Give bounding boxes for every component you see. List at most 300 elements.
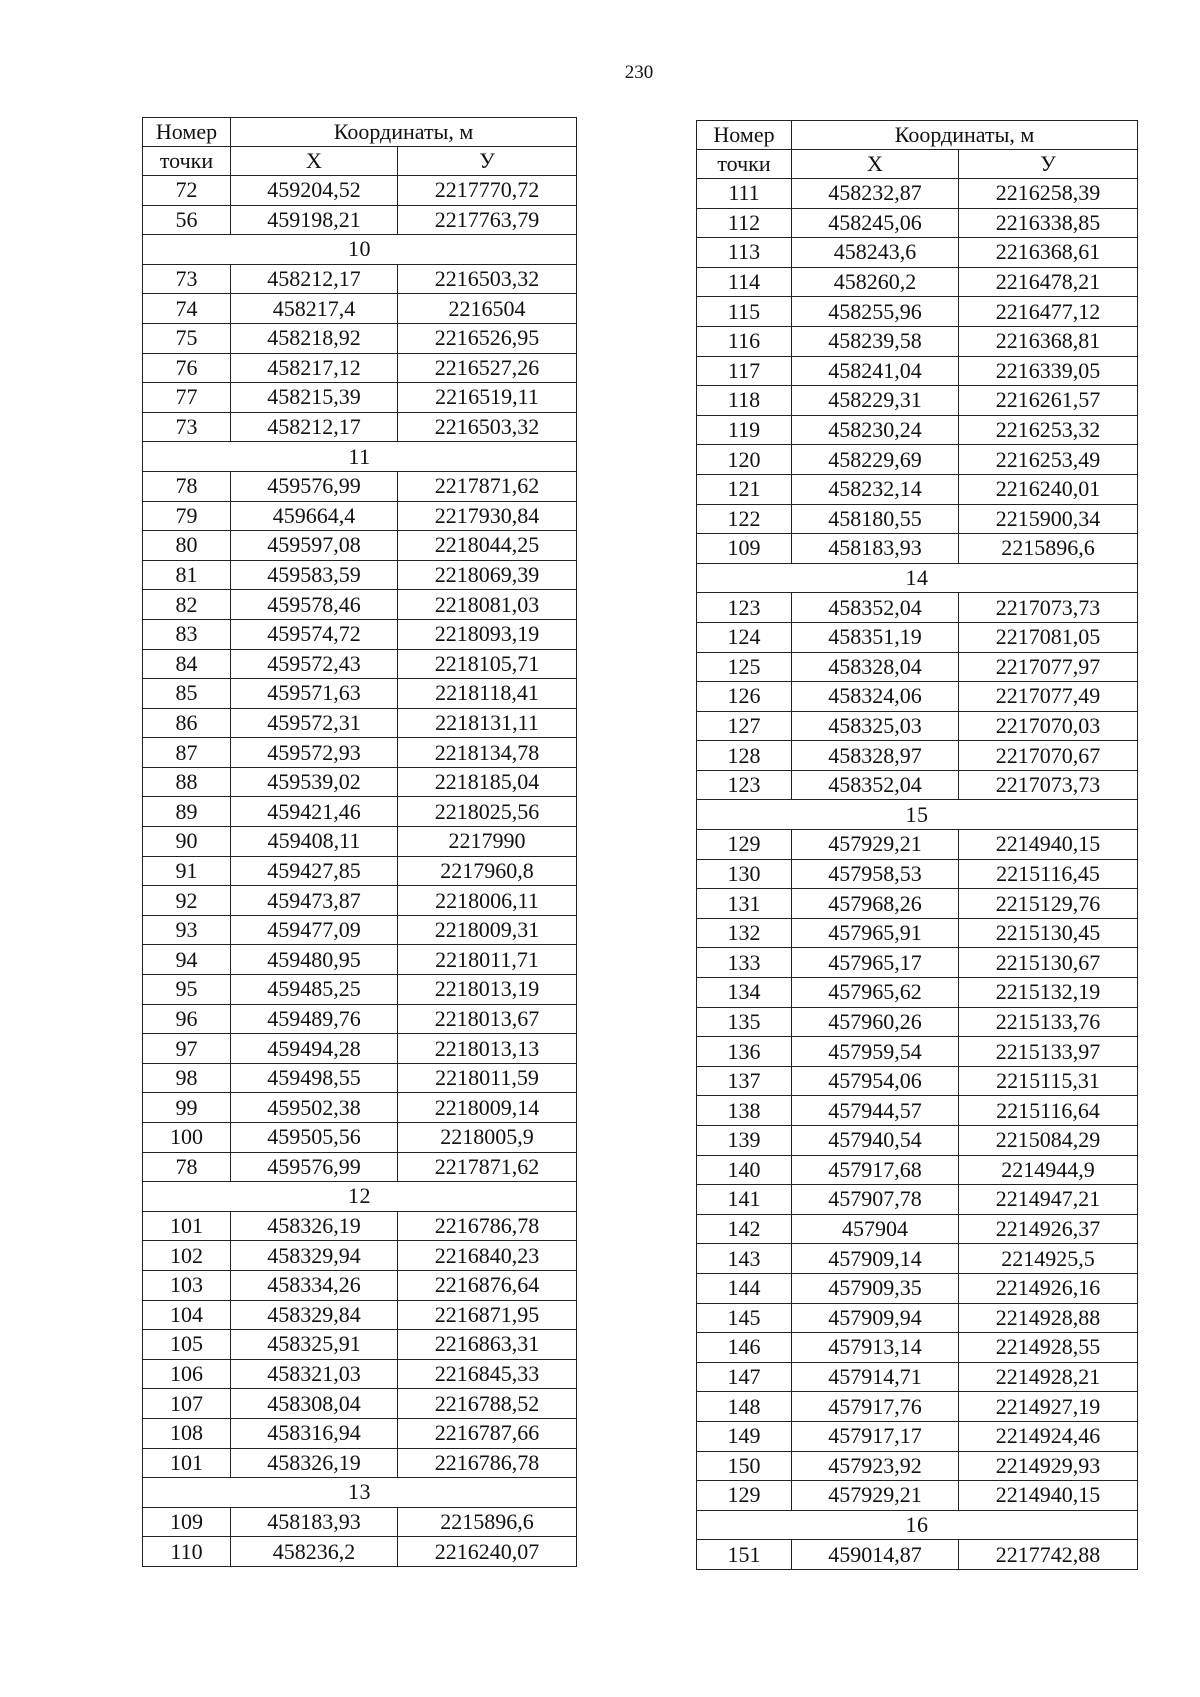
- point-number: 112: [697, 208, 792, 238]
- section-row: [143, 235, 577, 265]
- coordinate-x: 458229,69: [792, 445, 959, 475]
- point-number: 135: [697, 1007, 792, 1037]
- table-row: [143, 1330, 577, 1360]
- table-row: [697, 326, 1138, 356]
- coordinate-y: 2217960,8: [398, 856, 577, 886]
- coordinate-y: 2214928,88: [959, 1303, 1138, 1333]
- coordinate-y: 2217073,73: [959, 770, 1138, 800]
- coordinate-y: 2214926,37: [959, 1214, 1138, 1244]
- coordinate-x: 458243,6: [792, 238, 959, 268]
- table-row: [143, 797, 577, 827]
- table-row: [697, 1421, 1138, 1451]
- coordinate-x: 459572,31: [231, 708, 398, 738]
- point-number: 104: [143, 1300, 231, 1330]
- point-number: 93: [143, 915, 231, 945]
- table-row: [697, 741, 1138, 771]
- coordinate-y: 2216786,78: [398, 1448, 577, 1478]
- point-number: 118: [697, 386, 792, 416]
- table-row: [143, 1448, 577, 1478]
- coordinate-x: 459014,87: [792, 1540, 959, 1570]
- point-number: 141: [697, 1185, 792, 1215]
- coordinate-x: 457917,76: [792, 1392, 959, 1422]
- point-number: 109: [697, 534, 792, 564]
- point-number: 119: [697, 415, 792, 445]
- table-row: [697, 711, 1138, 741]
- coordinate-x: 459572,93: [231, 738, 398, 768]
- table-row: [697, 179, 1138, 209]
- coordinate-y: 2217070,03: [959, 711, 1138, 741]
- coordinate-x: 457929,21: [792, 1481, 959, 1511]
- point-number: 143: [697, 1244, 792, 1274]
- coordinate-x: 458217,12: [231, 353, 398, 383]
- coordinate-y: 2215130,67: [959, 948, 1138, 978]
- coordinate-x: 459489,76: [231, 1004, 398, 1034]
- point-number: 106: [143, 1359, 231, 1389]
- coordinate-x: 458183,93: [792, 534, 959, 564]
- point-number: 85: [143, 679, 231, 709]
- coordinate-y: 2216338,85: [959, 208, 1138, 238]
- header-coordinates: Координаты, м: [792, 121, 1138, 150]
- table-row: [697, 830, 1138, 860]
- coordinate-y: 2216876,64: [398, 1270, 577, 1300]
- table-row: [143, 353, 577, 383]
- coordinate-y: 2218006,11: [398, 886, 577, 916]
- table-row: [697, 238, 1138, 268]
- point-number: 103: [143, 1270, 231, 1300]
- coordinate-x: 459664,4: [231, 501, 398, 531]
- point-number: 147: [697, 1362, 792, 1392]
- coordinate-x: 458321,03: [231, 1359, 398, 1389]
- table-row: [143, 501, 577, 531]
- coordinate-y: 2217871,62: [398, 1152, 577, 1182]
- coordinate-y: 2218025,56: [398, 797, 577, 827]
- coordinate-y: 2218005,9: [398, 1123, 577, 1153]
- point-number: 115: [697, 297, 792, 327]
- coordinate-y: 2215116,45: [959, 859, 1138, 889]
- point-number: 83: [143, 619, 231, 649]
- coordinate-y: 2216786,78: [398, 1211, 577, 1241]
- coordinate-x: 458236,2: [231, 1537, 398, 1567]
- coordinate-x: 459505,56: [231, 1123, 398, 1153]
- table-row: [143, 1093, 577, 1123]
- coordinate-x: 458351,19: [792, 622, 959, 652]
- coordinate-y: 2218011,59: [398, 1063, 577, 1093]
- coordinate-x: 459572,43: [231, 649, 398, 679]
- coordinate-y: 2215133,97: [959, 1037, 1138, 1067]
- coordinate-y: 2216261,57: [959, 386, 1138, 416]
- coordinate-y: 2214940,15: [959, 830, 1138, 860]
- section-number: 13: [143, 1478, 577, 1508]
- coordinate-y: 2217930,84: [398, 501, 577, 531]
- point-number: 148: [697, 1392, 792, 1422]
- coordinate-y: 2218134,78: [398, 738, 577, 768]
- coordinate-y: 2218105,71: [398, 649, 577, 679]
- point-number: 87: [143, 738, 231, 768]
- section-number: 14: [697, 563, 1138, 593]
- coordinate-x: 458255,96: [792, 297, 959, 327]
- coordinate-x: 458215,39: [231, 383, 398, 413]
- point-number: 117: [697, 356, 792, 386]
- coordinate-y: 2216253,32: [959, 415, 1138, 445]
- table-row: [697, 1333, 1138, 1363]
- coordinate-y: 2216240,01: [959, 474, 1138, 504]
- coordinate-y: 2218013,19: [398, 975, 577, 1005]
- point-number: 108: [143, 1418, 231, 1448]
- coordinate-x: 459576,99: [231, 1152, 398, 1182]
- coordinate-x: 457958,53: [792, 859, 959, 889]
- point-number: 111: [697, 179, 792, 209]
- coordinate-x: 458308,04: [231, 1389, 398, 1419]
- table-row: [143, 649, 577, 679]
- coordinate-x: 458218,92: [231, 323, 398, 353]
- point-number: 125: [697, 652, 792, 682]
- point-number: 75: [143, 323, 231, 353]
- coordinate-x: 457909,94: [792, 1303, 959, 1333]
- coordinate-y: 2217077,49: [959, 682, 1138, 712]
- header-coordinates: Координаты, м: [231, 118, 577, 147]
- table-row: [697, 593, 1138, 623]
- header-x: X: [792, 150, 959, 179]
- coordinate-y: 2216503,32: [398, 264, 577, 294]
- coordinate-x: 457965,62: [792, 978, 959, 1008]
- section-number: 15: [697, 800, 1138, 830]
- section-row: [697, 800, 1138, 830]
- point-number: 78: [143, 1152, 231, 1182]
- coordinate-y: 2216840,23: [398, 1241, 577, 1271]
- table-row: [143, 590, 577, 620]
- coordinate-x: 457929,21: [792, 830, 959, 860]
- coordinate-x: 457904: [792, 1214, 959, 1244]
- table-row: [697, 1066, 1138, 1096]
- point-number: 123: [697, 770, 792, 800]
- coordinate-y: 2217770,72: [398, 176, 577, 206]
- point-number: 107: [143, 1389, 231, 1419]
- point-number: 94: [143, 945, 231, 975]
- point-number: 149: [697, 1421, 792, 1451]
- coordinate-y: 2216504: [398, 294, 577, 324]
- coordinate-y: 2216477,12: [959, 297, 1138, 327]
- coordinate-y: 2214928,55: [959, 1333, 1138, 1363]
- coordinate-y: 2218013,13: [398, 1034, 577, 1064]
- header-y: У: [959, 150, 1138, 179]
- table-row: [697, 474, 1138, 504]
- coordinates-table-right: [696, 120, 1138, 1570]
- coordinate-y: 2215133,76: [959, 1007, 1138, 1037]
- table-row: [697, 297, 1138, 327]
- coordinate-x: 458260,2: [792, 267, 959, 297]
- table-row: [143, 264, 577, 294]
- coordinate-y: 2216240,07: [398, 1537, 577, 1567]
- coordinate-x: 459498,55: [231, 1063, 398, 1093]
- coordinate-x: 458230,24: [792, 415, 959, 445]
- table-row: [697, 356, 1138, 386]
- table-row: [143, 1359, 577, 1389]
- header-point-number-line2: точки: [143, 147, 231, 176]
- table-row: [697, 918, 1138, 948]
- coordinate-y: 2217763,79: [398, 205, 577, 235]
- section-row: [143, 1478, 577, 1508]
- coordinate-y: 2215896,6: [398, 1507, 577, 1537]
- coordinate-y: 2214944,9: [959, 1155, 1138, 1185]
- coordinate-x: 458324,06: [792, 682, 959, 712]
- section-number: 10: [143, 235, 577, 265]
- header-x: X: [231, 147, 398, 176]
- table-row: [143, 560, 577, 590]
- point-number: 99: [143, 1093, 231, 1123]
- section-row: [143, 1182, 577, 1212]
- table-row: [697, 1481, 1138, 1511]
- point-number: 95: [143, 975, 231, 1005]
- coordinate-y: 2216526,95: [398, 323, 577, 353]
- header-point-number-line2: точки: [697, 150, 792, 179]
- point-number: 150: [697, 1451, 792, 1481]
- coordinate-x: 459198,21: [231, 205, 398, 235]
- table-row: [143, 412, 577, 442]
- table-row: [143, 1152, 577, 1182]
- coordinate-y: 2216527,26: [398, 353, 577, 383]
- table-row: [697, 889, 1138, 919]
- coordinate-x: 458232,87: [792, 179, 959, 209]
- coordinate-y: 2218093,19: [398, 619, 577, 649]
- point-number: 74: [143, 294, 231, 324]
- point-number: 72: [143, 176, 231, 206]
- coordinate-y: 2216787,66: [398, 1418, 577, 1448]
- table-row: [143, 1211, 577, 1241]
- coordinate-x: 459421,46: [231, 797, 398, 827]
- coordinate-y: 2216368,61: [959, 238, 1138, 268]
- coordinate-y: 2216519,11: [398, 383, 577, 413]
- coordinate-x: 459502,38: [231, 1093, 398, 1123]
- coordinate-x: 459408,11: [231, 827, 398, 857]
- point-number: 86: [143, 708, 231, 738]
- coordinate-y: 2214927,19: [959, 1392, 1138, 1422]
- table-row: [697, 1273, 1138, 1303]
- coordinates-table-left: [142, 117, 577, 1567]
- point-number: 130: [697, 859, 792, 889]
- table-row: [697, 208, 1138, 238]
- table-row: [143, 1063, 577, 1093]
- point-number: 56: [143, 205, 231, 235]
- coordinate-x: 459204,52: [231, 176, 398, 206]
- point-number: 84: [143, 649, 231, 679]
- table-body-right: [697, 179, 1138, 1570]
- coordinate-x: 459427,85: [231, 856, 398, 886]
- point-number: 79: [143, 501, 231, 531]
- table-row: [697, 622, 1138, 652]
- point-number: 124: [697, 622, 792, 652]
- table-row: [143, 1034, 577, 1064]
- point-number: 110: [143, 1537, 231, 1567]
- table-row: [143, 708, 577, 738]
- point-number: 73: [143, 412, 231, 442]
- table-row: [143, 1418, 577, 1448]
- table-row: [697, 1126, 1138, 1156]
- coordinate-x: 457965,17: [792, 948, 959, 978]
- table-row: [697, 1303, 1138, 1333]
- coordinate-y: 2217871,62: [398, 471, 577, 501]
- point-number: 105: [143, 1330, 231, 1360]
- table-row: [697, 267, 1138, 297]
- coordinate-x: 458212,17: [231, 412, 398, 442]
- point-number: 132: [697, 918, 792, 948]
- coordinate-y: 2218131,11: [398, 708, 577, 738]
- table-row: [697, 386, 1138, 416]
- coordinate-x: 457965,91: [792, 918, 959, 948]
- table-row: [143, 1123, 577, 1153]
- point-number: 100: [143, 1123, 231, 1153]
- point-number: 88: [143, 767, 231, 797]
- point-number: 97: [143, 1034, 231, 1064]
- table-row: [143, 294, 577, 324]
- point-number: 129: [697, 1481, 792, 1511]
- table-row: [697, 1096, 1138, 1126]
- coordinate-x: 458217,4: [231, 294, 398, 324]
- coordinate-y: 2218013,67: [398, 1004, 577, 1034]
- coordinate-y: 2216253,49: [959, 445, 1138, 475]
- coordinate-y: 2217077,97: [959, 652, 1138, 682]
- table-row: [697, 1362, 1138, 1392]
- coordinate-x: 457917,17: [792, 1421, 959, 1451]
- table-row: [697, 859, 1138, 889]
- point-number: 116: [697, 326, 792, 356]
- point-number: 90: [143, 827, 231, 857]
- point-number: 89: [143, 797, 231, 827]
- coordinate-x: 459485,25: [231, 975, 398, 1005]
- section-number: 12: [143, 1182, 577, 1212]
- point-number: 127: [697, 711, 792, 741]
- coordinate-x: 459494,28: [231, 1034, 398, 1064]
- coordinate-x: 458329,94: [231, 1241, 398, 1271]
- point-number: 92: [143, 886, 231, 916]
- coordinate-x: 458180,55: [792, 504, 959, 534]
- point-number: 98: [143, 1063, 231, 1093]
- header-point-number-line1: Номер: [143, 118, 231, 147]
- coordinate-x: 458325,91: [231, 1330, 398, 1360]
- point-number: 96: [143, 1004, 231, 1034]
- coordinate-y: 2215896,6: [959, 534, 1138, 564]
- coordinate-y: 2216478,21: [959, 267, 1138, 297]
- coordinate-x: 457914,71: [792, 1362, 959, 1392]
- table-row: [143, 1537, 577, 1567]
- coordinate-y: 2215900,34: [959, 504, 1138, 534]
- coordinate-y: 2214926,16: [959, 1273, 1138, 1303]
- coordinate-x: 458328,04: [792, 652, 959, 682]
- point-number: 101: [143, 1448, 231, 1478]
- coordinate-x: 459477,09: [231, 915, 398, 945]
- table-row: [143, 1300, 577, 1330]
- coordinate-x: 458326,19: [231, 1211, 398, 1241]
- table-row: [697, 1007, 1138, 1037]
- coordinate-x: 457917,68: [792, 1155, 959, 1185]
- coordinate-y: 2216788,52: [398, 1389, 577, 1419]
- section-row: [697, 563, 1138, 593]
- table-row: [143, 945, 577, 975]
- table-row: [143, 1507, 577, 1537]
- table-row: [143, 1270, 577, 1300]
- table-row: [143, 1241, 577, 1271]
- table-row: [143, 619, 577, 649]
- point-number: 120: [697, 445, 792, 475]
- table-row: [143, 471, 577, 501]
- coordinate-y: 2214940,15: [959, 1481, 1138, 1511]
- coordinate-x: 458325,03: [792, 711, 959, 741]
- coordinate-x: 458316,94: [231, 1418, 398, 1448]
- table-row: [143, 679, 577, 709]
- point-number: 121: [697, 474, 792, 504]
- point-number: 144: [697, 1273, 792, 1303]
- coordinate-y: 2217070,67: [959, 741, 1138, 771]
- coordinate-x: 458183,93: [231, 1507, 398, 1537]
- coordinate-y: 2215115,31: [959, 1066, 1138, 1096]
- coordinate-y: 2215116,64: [959, 1096, 1138, 1126]
- table-row: [697, 1214, 1138, 1244]
- table-row: [697, 948, 1138, 978]
- table-row: [143, 767, 577, 797]
- coordinate-y: 2216339,05: [959, 356, 1138, 386]
- section-row: [697, 1510, 1138, 1540]
- coordinate-x: 457954,06: [792, 1066, 959, 1096]
- coordinate-x: 458241,04: [792, 356, 959, 386]
- point-number: 78: [143, 471, 231, 501]
- coordinate-x: 459583,59: [231, 560, 398, 590]
- table-row: [143, 827, 577, 857]
- coordinate-y: 2216258,39: [959, 179, 1138, 209]
- coordinate-x: 459574,72: [231, 619, 398, 649]
- coordinate-y: 2215130,45: [959, 918, 1138, 948]
- table-row: [143, 738, 577, 768]
- point-number: 140: [697, 1155, 792, 1185]
- table-row: [697, 504, 1138, 534]
- table-row: [143, 323, 577, 353]
- coordinate-y: 2218011,71: [398, 945, 577, 975]
- table-row: [143, 975, 577, 1005]
- coordinate-x: 458352,04: [792, 770, 959, 800]
- table-row: [697, 1037, 1138, 1067]
- coordinate-x: 457923,92: [792, 1451, 959, 1481]
- coordinate-y: 2218009,14: [398, 1093, 577, 1123]
- point-number: 101: [143, 1211, 231, 1241]
- coordinate-y: 2214924,46: [959, 1421, 1138, 1451]
- table-row: [143, 205, 577, 235]
- table-body-left: [143, 176, 577, 1567]
- table-row: [697, 1185, 1138, 1215]
- table-row: [143, 176, 577, 206]
- coordinate-y: 2218009,31: [398, 915, 577, 945]
- coordinate-x: 457909,35: [792, 1273, 959, 1303]
- point-number: 145: [697, 1303, 792, 1333]
- point-number: 102: [143, 1241, 231, 1271]
- coordinate-x: 458328,97: [792, 741, 959, 771]
- point-number: 81: [143, 560, 231, 590]
- point-number: 133: [697, 948, 792, 978]
- coordinate-x: 459578,46: [231, 590, 398, 620]
- table-row: [697, 445, 1138, 475]
- coordinate-x: 457940,54: [792, 1126, 959, 1156]
- coordinate-x: 458329,84: [231, 1300, 398, 1330]
- coordinate-x: 457944,57: [792, 1096, 959, 1126]
- table-row: [697, 770, 1138, 800]
- coordinate-y: 2218069,39: [398, 560, 577, 590]
- point-number: 129: [697, 830, 792, 860]
- coordinate-x: 457959,54: [792, 1037, 959, 1067]
- point-number: 151: [697, 1540, 792, 1570]
- coordinate-y: 2215129,76: [959, 889, 1138, 919]
- section-row: [143, 442, 577, 472]
- coordinate-x: 458334,26: [231, 1270, 398, 1300]
- table-row: [143, 856, 577, 886]
- coordinate-y: 2214925,5: [959, 1244, 1138, 1274]
- point-number: 80: [143, 531, 231, 561]
